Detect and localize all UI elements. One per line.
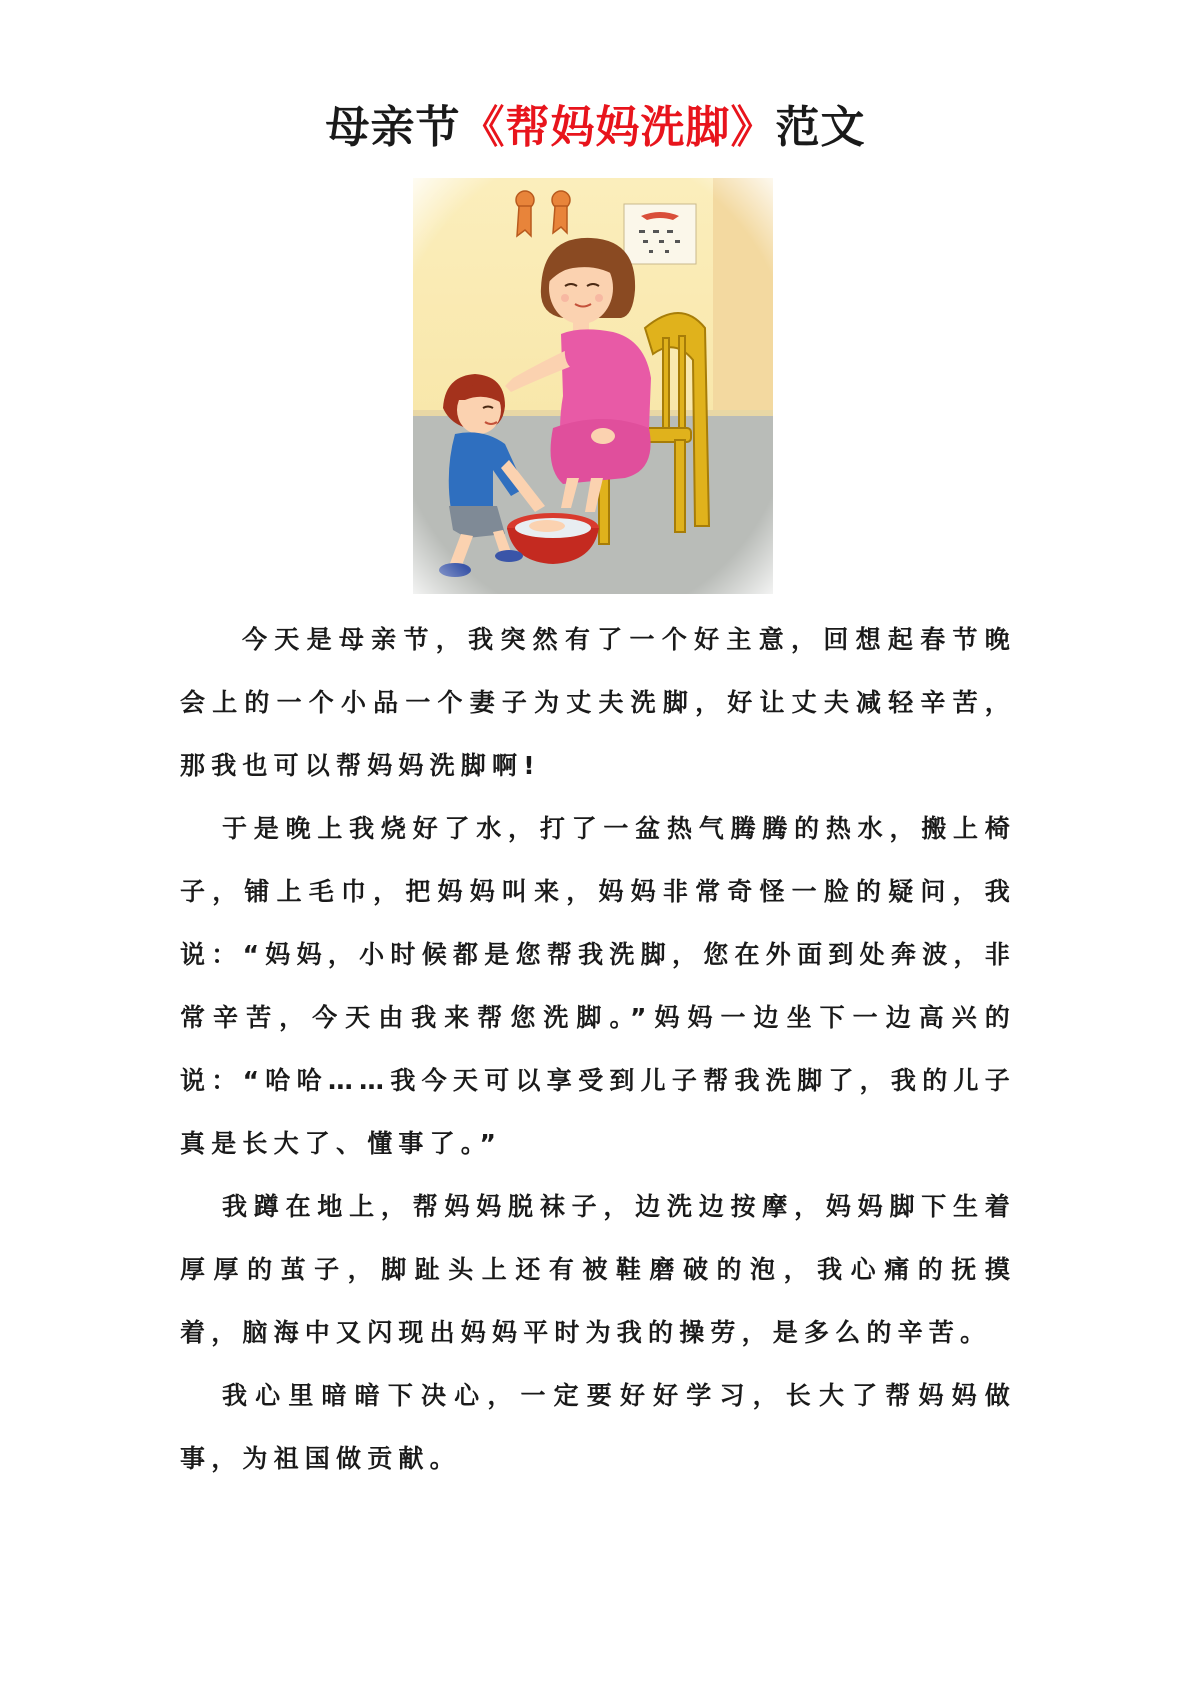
paragraph-4: 我心里暗暗下决心，一定要好好学习，长大了帮妈妈做事，为祖国做贡献。 [180,1381,1016,1473]
title-highlight: 《帮妈妈洗脚》 [460,102,776,153]
paragraph-3: 我蹲在地上，帮妈妈脱袜子，边洗边按摩，妈妈脚下生着厚厚的茧子，脚趾头上还有被鞋磨破的泡，我心痛的抚摸着，脑海中又闪现出妈妈平时为我的操劳，是多么的辛苦。 [180,1192,1016,1347]
article-body [180,608,1016,1490]
title-suffix: 范文 [775,102,866,153]
page-title [0,96,1191,160]
title-prefix: 母亲节 [325,102,461,153]
paragraph-2: 于是晚上我烧好了水，打了一盆热气腾腾的热水，搬上椅子，铺上毛巾，把妈妈叫来，妈妈非常奇怪一脸的疑问，我说：“妈妈，小时候都是您帮我洗脚，您在外面到处奔波，非常辛苦，今天由我来帮您洗脚。”妈妈一边坐下一边高兴的说：“哈哈……我今天可以享受到儿子帮我洗脚了，我的儿子真是长大了、懂事了。” [180,814,1016,1158]
paragraph-1: 今天是母亲节，我突然有了一个好主意，回想起春节晚会上的一个小品一个妻子为丈夫洗脚，好让丈夫减轻辛苦，那我也可以帮妈妈洗脚啊! [180,625,1016,780]
mother-son-foot-washing-illustration [413,178,773,594]
